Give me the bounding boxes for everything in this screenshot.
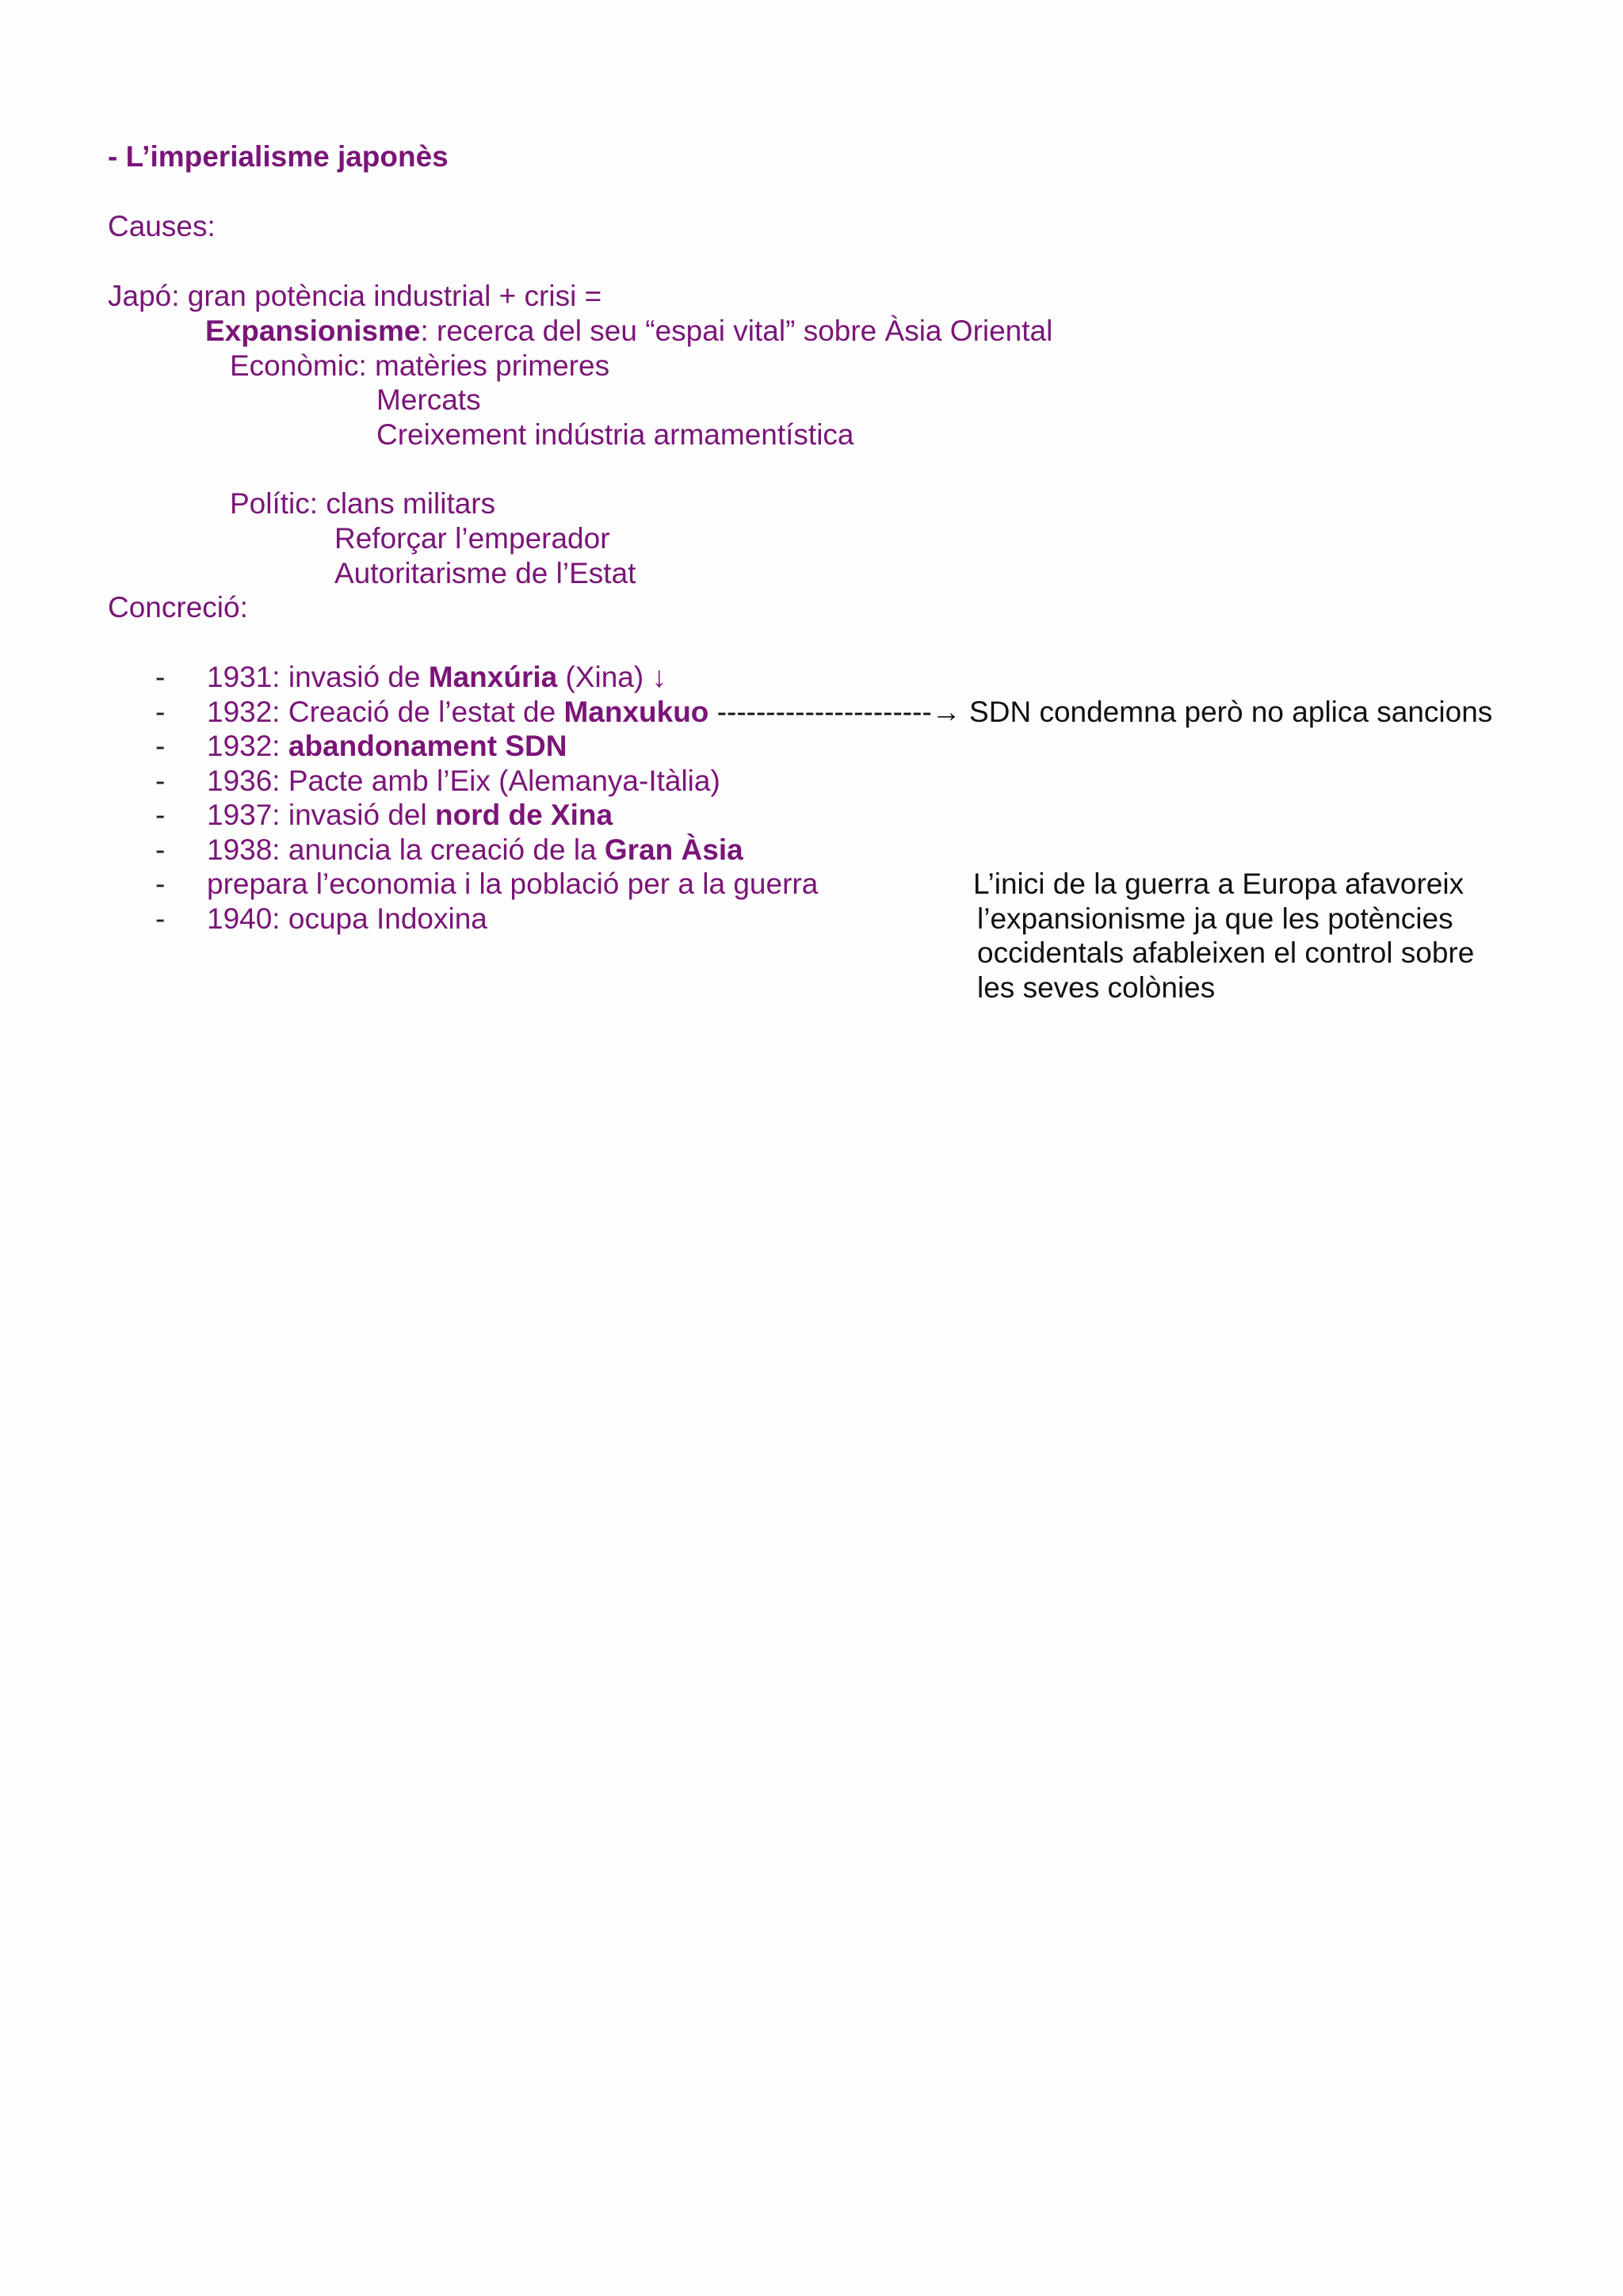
politic-item: Autoritarisme de l’Estat: [334, 557, 636, 589]
expansionisme-line: [205, 314, 1052, 349]
event-highlight: Gran Àsia: [604, 833, 743, 866]
bullet-dash: -: [155, 833, 166, 866]
event-text: [207, 798, 613, 833]
event-prefix: 1937: invasió del: [207, 799, 435, 831]
event-text: [207, 833, 743, 868]
event-text: [207, 902, 487, 936]
event-text: [207, 660, 666, 695]
bullet-dash: -: [155, 902, 166, 935]
event-suffix: (Xina) ↓: [557, 661, 666, 693]
event-highlight: nord de Xina: [434, 799, 613, 831]
section-heading: - L’imperialisme japonès: [108, 140, 449, 173]
bullet-dash: -: [155, 868, 166, 900]
bullet-dash: -: [155, 730, 166, 762]
event-prefix: 1936: Pacte amb l’Eix (Alemanya-Itàlia): [207, 765, 720, 797]
event-prefix: 1938: anuncia la creació de la: [207, 833, 605, 866]
politic-item: Reforçar l’emperador: [334, 522, 610, 555]
causes-label: Causes:: [108, 210, 216, 242]
economic-item: Creixement indústria armamentística: [376, 418, 854, 451]
event-highlight: abandonament SDN: [288, 730, 567, 762]
event-highlight: Manxukuo: [563, 696, 709, 728]
event-prefix: 1940: ocupa Indoxina: [207, 902, 487, 935]
bullet-dash: -: [155, 661, 166, 693]
bullet-dash: -: [155, 799, 166, 831]
event-text: [207, 695, 1492, 730]
expansionisme-description: : recerca del seu “espai vital” sobre Àsia Oriental: [420, 315, 1053, 347]
event-text: [207, 729, 567, 764]
event-prefix: 1932:: [207, 730, 288, 762]
concrecio-label: Concreció:: [108, 591, 248, 624]
expansionisme-term: Expansionisme: [205, 315, 421, 347]
event-prefix: prepara l’economia i la població per a la guerra: [207, 868, 819, 900]
side-note-line: les seves colònies: [977, 971, 1216, 1004]
economic-label: Econòmic: matèries primeres: [230, 349, 610, 382]
event-prefix: 1931: invasió de: [207, 661, 429, 693]
side-note-line: occidentals afableixen el control sobre: [977, 936, 1475, 969]
side-note-line: L’inici de la guerra a Europa afavoreix: [973, 868, 1465, 900]
event-highlight: Manxúria: [428, 661, 558, 693]
economic-item: Mercats: [376, 383, 481, 416]
sdn-arrow-note: ----------------------→ SDN condemna però no aplica sancions: [708, 696, 1493, 728]
politic-label: Polític: clans militars: [230, 487, 496, 520]
bullet-dash: -: [155, 765, 166, 797]
event-text: [207, 764, 720, 799]
bullet-dash: -: [155, 696, 166, 728]
side-note-line: l’expansionisme ja que les potències: [977, 902, 1453, 935]
japo-line: Japó: gran potència industrial + crisi =: [108, 280, 602, 312]
event-text: [207, 867, 818, 902]
event-prefix: 1932: Creació de l’estat de: [207, 696, 564, 728]
